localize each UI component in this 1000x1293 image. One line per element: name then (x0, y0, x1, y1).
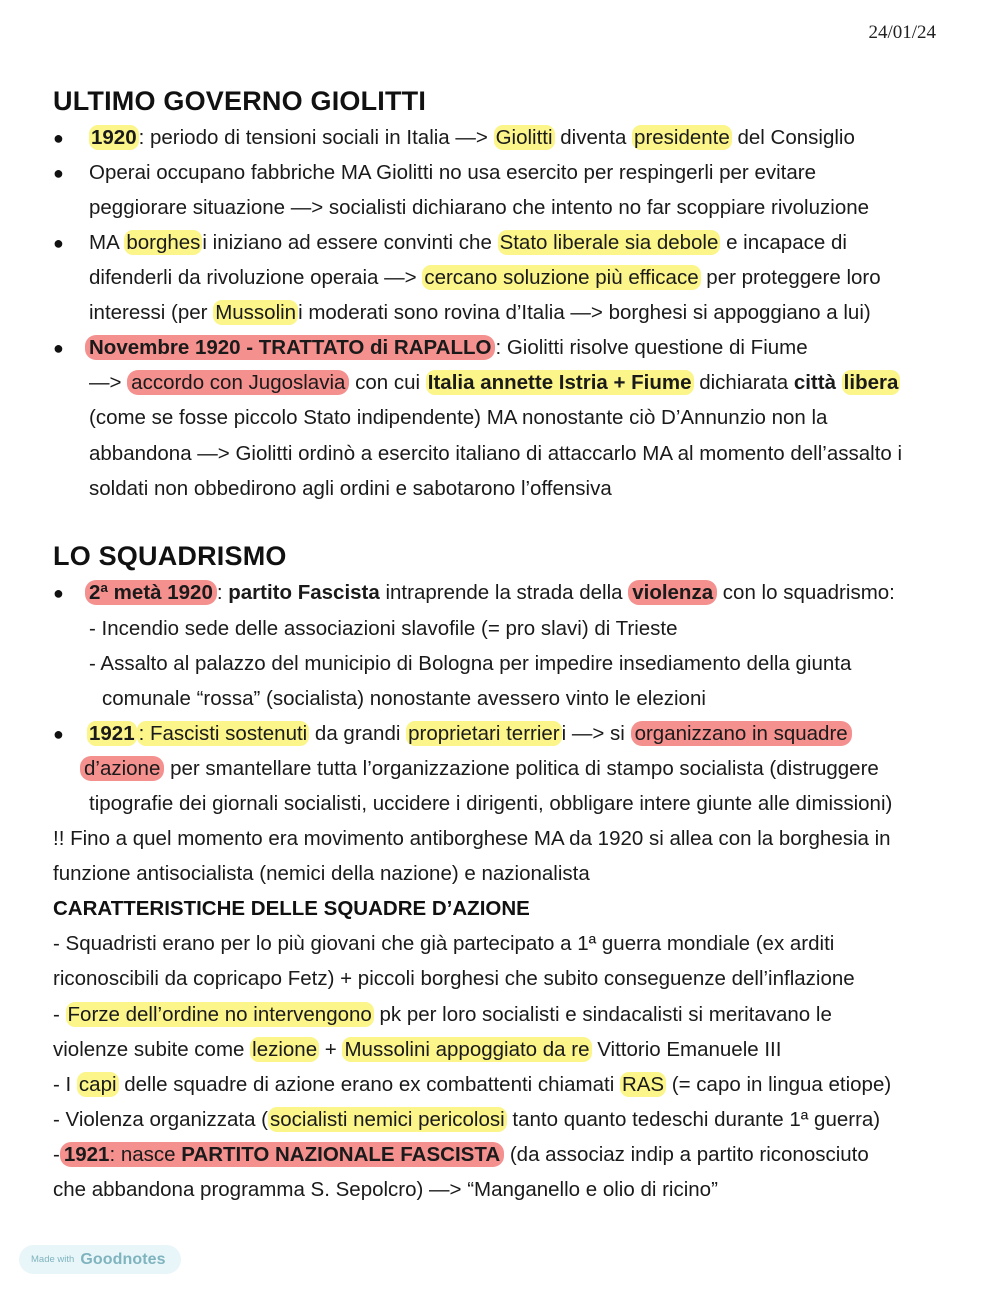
text-line: - 1921: nasce PARTITO NAZIONALE FASCISTA (da associaz indip a partito riconosciuto (53, 1143, 869, 1166)
text-line: d’azione per smantellare tutta l’organizzazione politica di stampo socialista (distruggere (80, 757, 879, 781)
highlight-red: accordo con Jugoslavia (127, 370, 349, 395)
highlight-yellow: Stato liberale sia debole (499, 231, 719, 254)
highlight-red: 1921: nasce PARTITO NAZIONALE FASCISTA (60, 1142, 504, 1167)
section-title-squadrismo: LO SQUADRISMO (53, 541, 287, 571)
text-line: tipografie dei giornali socialisti, uccidere i dirigenti, obbligare intere giunte alle dimissioni) (89, 792, 893, 815)
bullet-dot: ● (53, 338, 64, 358)
text-line: MA borghesi iniziano ad essere convinti che Stato liberale sia debole e incapace di (89, 231, 847, 254)
section-title-giolitti: ULTIMO GOVERNO GIOLITTI (53, 86, 427, 116)
highlight-yellow: RAS (621, 1073, 665, 1096)
text-line: - Violenza organizzata (socialisti nemici pericolosi tanto quanto tedeschi durante 1ª guerra) (53, 1108, 881, 1131)
text-line: che abbandona programma S. Sepolcro) —> “Manganello e olio di ricino” (53, 1178, 718, 1201)
highlight-yellow: libera (843, 371, 899, 394)
text-line: riconoscibili da copricapo Fetz) + piccoli borghesi che subito conseguenze dell’inflazione (53, 967, 855, 990)
highlight-red: Novembre 1920 - TRATTATO di RAPALLO (85, 335, 495, 360)
highlight-red: organizzano in squadre (631, 721, 852, 746)
made-with-label: Made with (31, 1254, 75, 1265)
highlight-yellow: socialisti nemici pericolosi (270, 1108, 505, 1131)
highlight-red: 2ª metà 1920 (85, 580, 217, 605)
subsection-title-caratteristiche: CARATTERISTICHE DELLE SQUADRE D’AZIONE (53, 897, 530, 920)
text-line: funzione antisocialista (nemici della nazione) e nazionalista (53, 862, 590, 885)
bullet-dot: ● (53, 163, 64, 183)
bullet-dot: ● (53, 724, 64, 744)
highlight-yellow: : Fascisti sostenuti (138, 722, 308, 745)
text-line: peggiorare situazione —> socialisti dichiarano che intento no far scoppiare rivoluzione (89, 196, 870, 219)
highlight-yellow: Italia annette Istria + Fiume (427, 371, 692, 394)
bullet-dot: ● (53, 128, 64, 148)
text-line: 1921 : Fascisti sostenuti da grandi proprietari terrieri —> si organizzano in squadre (87, 722, 852, 746)
text-line: violenze subite come lezione + Mussolini appoggiato da re Vittorio Emanuele III (53, 1038, 782, 1061)
highlight-yellow: 1920 (91, 126, 137, 149)
text-line: interessi (per Mussolini moderati sono rovina d’Italia —> borghesi si appoggiano a lui) (89, 301, 871, 324)
text-line: 1920: periodo di tensioni sociali in Italia —> Giolitti diventa presidente del Consiglio (91, 126, 855, 149)
highlight-red: d’azione (80, 756, 164, 781)
note-date: 24/01/24 (868, 22, 936, 43)
text-line: (come se fosse piccolo Stato indipendente) MA nonostante ciò D’Annunzio non la (89, 406, 828, 429)
goodnotes-badge[interactable] (19, 1245, 181, 1274)
text-line: —> accordo con Jugoslavia con cui Italia annette Istria + Fiume dichiarata città libera (89, 371, 899, 394)
text-line: - Squadristi erano per lo più giovani che già partecipato a 1ª guerra mondiale (ex arditi (53, 932, 835, 955)
text-line: - Assalto al palazzo del municipio di Bologna per impedire insediamento della giunta (89, 652, 852, 675)
highlight-yellow: lezione (252, 1038, 318, 1061)
text-line: !! Fino a quel momento era movimento antiborghese MA da 1920 si allea con la borghesia in (53, 827, 891, 850)
text-line: Operai occupano fabbriche MA Giolitti no usa esercito per respingerli per evitare (89, 161, 816, 184)
highlight-yellow: Giolitti (495, 126, 553, 149)
text-line: - I capi delle squadre di azione erano ex combattenti chiamati RAS (= capo in lingua etiope) (53, 1073, 892, 1096)
bullet-dot: ● (53, 233, 64, 253)
highlight-yellow: capi (78, 1073, 117, 1096)
text-line: Novembre 1920 - TRATTATO di RAPALLO : Giolitti risolve questione di Fiume (85, 336, 808, 360)
goodnotes-logo: Goodnotes (80, 1250, 166, 1268)
bullet-dot: ● (53, 583, 64, 603)
highlight-yellow: Mussolin (215, 301, 297, 324)
highlight-yellow: borghes (126, 231, 201, 254)
text-line: abbandona —> Giolitti ordinò a esercito italiano di attaccarlo MA al momento dell’assalto i (89, 442, 903, 465)
highlight-yellow: cercano soluzione più efficace (424, 266, 699, 289)
highlight-yellow: Forze dell’ordine no intervengono (67, 1003, 372, 1026)
text-line: soldati non obbedirono agli ordini e sabotarono l’offensiva (89, 477, 612, 500)
highlight-red: violenza (628, 580, 717, 605)
text-line: - Incendio sede delle associazioni slavofile (= pro slavi) di Trieste (89, 617, 678, 640)
highlight-yellow: Mussolini appoggiato da re (344, 1038, 590, 1061)
text-line: 2ª metà 1920 : partito Fascista intraprende la strada della violenza con lo squadrismo: (85, 581, 895, 605)
highlight-yellow: 1921 (89, 722, 135, 745)
text-line: - Forze dell’ordine no intervengono pk per loro socialisti e sindacalisti si meritavano le (53, 1003, 832, 1026)
highlight-yellow: proprietari terrier (408, 722, 560, 745)
text-line: difenderli da rivoluzione operaia —> cercano soluzione più efficace per proteggere loro (89, 266, 881, 289)
highlight-yellow: presidente (634, 126, 730, 149)
text-line: comunale “rossa” (socialista) nonostante avessero vinto le elezioni (102, 687, 706, 710)
